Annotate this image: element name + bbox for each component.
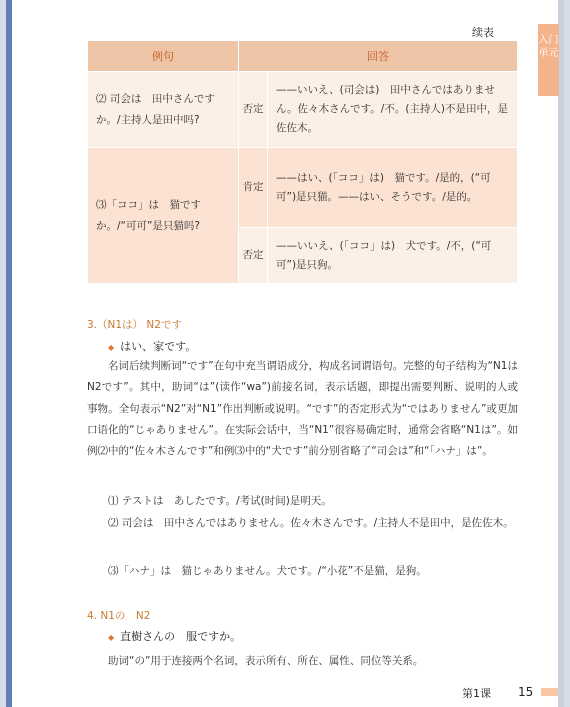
example-text: はい、家です。 — [120, 340, 197, 353]
table-cell-question: ⑵ 司会は 田中さんですか。/主持人是田中吗? — [88, 72, 239, 148]
left-border — [6, 0, 12, 707]
example-text: 直樹さんの 服ですか。 — [120, 630, 242, 643]
diamond-icon: ◆ — [108, 343, 115, 352]
table-cell-answer: ——はい、(「ココ」は) 猫です。/是的，(“可可”)是只猫。——はい、そうです。/是的。 — [268, 148, 518, 228]
col-header-answer: 回答 — [239, 41, 518, 72]
table-cell-kind: 否定 — [239, 228, 268, 284]
example-line: ⑵ 司会は 田中さんではありません。佐々木さんです。/主持人不是田中，是佐佐木。 — [108, 517, 514, 529]
side-tab[interactable]: 入门单元 — [538, 24, 559, 96]
diamond-icon: ◆ — [108, 633, 115, 642]
table-cell-answer: ——いいえ、(司会は) 田中さんではありません。佐々木さんです。/不。(主持人)不是田中，是佐佐木。 — [268, 72, 518, 148]
example-bullet — [108, 628, 241, 644]
page-marker — [541, 688, 558, 696]
example-bullet — [108, 338, 196, 354]
section-heading: 4. N1の N2 — [87, 610, 151, 622]
lesson-label: 第1课 — [462, 687, 491, 700]
paragraph: 助词“の”用于连接两个名词，表示所有、所在、属性、同位等关系。 — [108, 655, 424, 667]
table-cell-answer: ——いいえ、(「ココ」は) 犬です。/不，(“可可”)是只狗。 — [268, 228, 518, 284]
example-table — [87, 40, 518, 284]
example-line: ⑶「ハナ」は 猫じゃありません。犬です。/“小花”不是猫，是狗。 — [108, 565, 427, 577]
section-heading: 3.（N1は） N2です — [87, 319, 182, 331]
col-header-example: 例句 — [88, 41, 239, 72]
paragraph: 名词后续判断词“です”在句中充当谓语成分，构成名词谓语句。完整的句子结构为“N1はN2です”。其中，助词“は”(读作“wa”)前接名词，表示话题，即提出需要判断、说明的人或事物。全句表示“N2”对“N1”作出判断或说明。“です”的否定形式为“ではありません”或更加口语化的“じゃありません”。在实际会话中，当“N1”很容易确定时，通常会省略“N1は”。如例⑵中的“佐々木さんです”和例⑶中的“犬です”前分别省略了“司会は”和“「ハナ」は”。 — [87, 360, 518, 458]
table-cell-kind: 否定 — [239, 72, 268, 148]
right-border — [558, 0, 564, 707]
example-line: ⑴ テストは あしたです。/考试(时间)是明天。 — [108, 495, 332, 507]
table-cell-kind: 肯定 — [239, 148, 268, 228]
table-cell-question: ⑶「ココ」は 猫ですか。/“可可”是只猫吗? — [88, 148, 239, 284]
page-number: 15 — [518, 685, 534, 699]
continued-label: 续表 — [472, 26, 494, 39]
